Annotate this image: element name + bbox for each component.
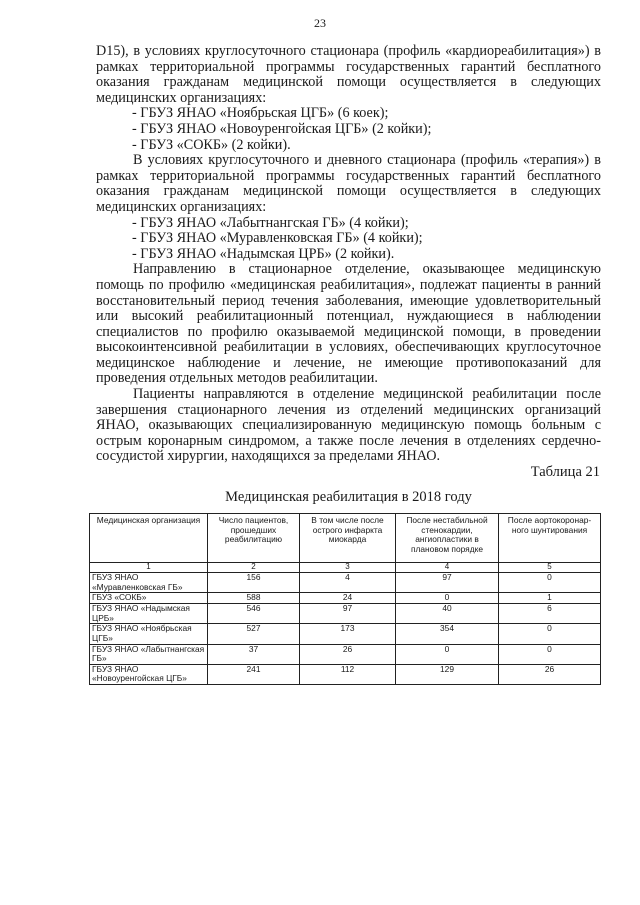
table-title: Медицинская реабилитация в 2018 году <box>225 489 472 505</box>
cell-patients: 546 <box>208 604 300 624</box>
cell-bypass: 0 <box>499 644 601 664</box>
cell-bypass: 26 <box>499 664 601 684</box>
list-item: - ГБУЗ ЯНАО «Новоуренгойская ЦГБ» (2 койки); <box>132 120 432 137</box>
column-number: 5 <box>499 563 601 573</box>
cell-bypass: 0 <box>499 573 601 593</box>
column-number: 1 <box>90 563 208 573</box>
list-item: - ГБУЗ ЯНАО «Ноябрьская ЦГБ» (6 коек); <box>132 105 389 122</box>
table-row <box>90 573 601 593</box>
list-item: - ГБУЗ ЯНАО «Лабытнангская ГБ» (4 койки); <box>132 214 409 231</box>
table-label: Таблица 21 <box>530 464 600 480</box>
cell-angina: 0 <box>396 593 499 604</box>
header-organization: Медицинская организация <box>90 514 208 563</box>
cell-organization: ГБУЗ ЯНАО «Лабытнангская ГБ» <box>90 644 208 664</box>
cell-angina: 97 <box>396 573 499 593</box>
cell-patients: 588 <box>208 593 300 604</box>
cell-organization: ГБУЗ ЯНАО «Новоуренгойская ЦГБ» <box>90 664 208 684</box>
rehabilitation-table <box>89 513 601 685</box>
paragraph: Направлению в стационарное отделение, оказывающее медицинскую помощь по профилю «медицинская реабилитация», подлежат пациенты в ранний восстановительный период течения заболевания, имеющие удовлетворительный или высокий реабилитационный потенциал, нуждающиеся в наблюдении специалистов по профилю оказываемой медицинской помощи, в проведении высокоинтенсивной реабилитации в условиях, обеспечивающих круглосуточное медицинское наблюдение и лечение, не имеющие противопоказаний для проведения отдельных методов реабилитации. <box>96 261 601 387</box>
page-number: 23 <box>314 16 326 30</box>
cell-angina: 0 <box>396 644 499 664</box>
column-number-row <box>90 563 601 573</box>
column-number: 4 <box>396 563 499 573</box>
document-body <box>96 44 601 465</box>
list-item: - ГБУЗ ЯНАО «Надымская ЦРБ» (2 койки). <box>132 245 395 262</box>
header-angina-angioplasty: После нестабильной стенокардии, ангиопластики в плановом порядке <box>396 514 499 563</box>
cell-organization: ГБУЗ «СОКБ» <box>90 593 208 604</box>
cell-mi: 4 <box>300 573 396 593</box>
table-row <box>90 644 601 664</box>
table-header-row <box>90 514 601 563</box>
list-item: - ГБУЗ ЯНАО «Муравленковская ГБ» (4 койки); <box>132 230 423 247</box>
cell-organization: ГБУЗ ЯНАО «Муравленковская ГБ» <box>90 573 208 593</box>
cell-bypass: 6 <box>499 604 601 624</box>
header-bypass: После аортокоронар-ного шунтирования <box>499 514 601 563</box>
cell-angina: 354 <box>396 624 499 644</box>
cell-organization: ГБУЗ ЯНАО «Ноябрьская ЦГБ» <box>90 624 208 644</box>
column-number: 3 <box>300 563 396 573</box>
column-number: 2 <box>208 563 300 573</box>
table-row <box>90 664 601 684</box>
cell-mi: 173 <box>300 624 396 644</box>
table-row <box>90 624 601 644</box>
paragraph: D15), в условиях круглосуточного стационара (профиль «кардиореабилитация») в рамках территориальной программы государственных гарантий бесплатного оказания гражданам медицинской помощи осуществляется в следующих медицинских организациях: <box>96 43 601 106</box>
cell-bypass: 1 <box>499 593 601 604</box>
cell-angina: 129 <box>396 664 499 684</box>
table-row <box>90 604 601 624</box>
cell-patients: 241 <box>208 664 300 684</box>
list-item: - ГБУЗ «СОКБ» (2 койки). <box>132 136 291 153</box>
header-myocardial-infarction: В том числе после острого инфаркта миокарда <box>300 514 396 563</box>
cell-angina: 40 <box>396 604 499 624</box>
cell-mi: 112 <box>300 664 396 684</box>
cell-organization: ГБУЗ ЯНАО «Надымская ЦРБ» <box>90 604 208 624</box>
cell-patients: 156 <box>208 573 300 593</box>
table-row <box>90 593 601 604</box>
paragraph: В условиях круглосуточного и дневного стационара (профиль «терапия») в рамках территориальной программы государственных гарантий бесплатного оказания гражданам медицинской помощи осуществляется в следующих медицинских организациях: <box>96 152 601 215</box>
cell-mi: 26 <box>300 644 396 664</box>
cell-patients: 527 <box>208 624 300 644</box>
paragraph: Пациенты направляются в отделение медицинской реабилитации после завершения стационарного лечения из отделений медицинских организаций ЯНАО, оказывающих специализированную медицинскую помощь больным с острым коронарным синдромом, а также после лечения в отделениях сердечно-сосудистой хирургии, находящихся за пределами ЯНАО. <box>96 386 601 465</box>
cell-mi: 24 <box>300 593 396 604</box>
cell-mi: 97 <box>300 604 396 624</box>
cell-bypass: 0 <box>499 624 601 644</box>
header-patients: Число пациентов, прошедших реабилитацию <box>208 514 300 563</box>
cell-patients: 37 <box>208 644 300 664</box>
